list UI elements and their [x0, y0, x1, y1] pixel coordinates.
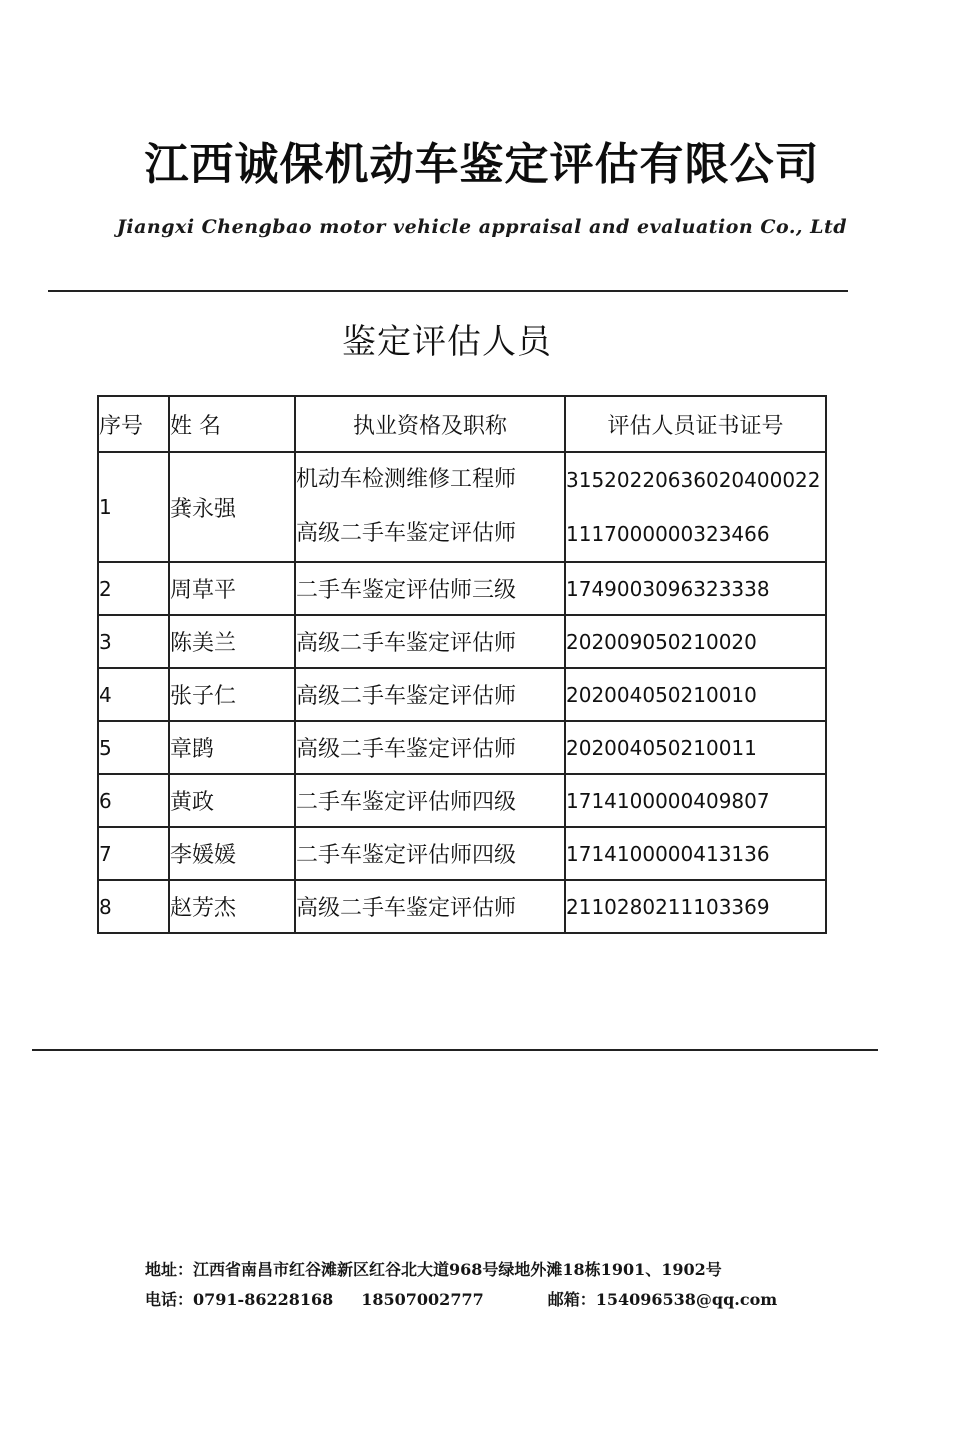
section-title: 鉴定评估人员: [342, 322, 552, 362]
certificate-cell: 1714100000413136: [565, 827, 826, 880]
certificate-cell: 202009050210020: [565, 615, 826, 668]
certificate-cell: 202004050210010: [565, 668, 826, 721]
table-row: [98, 562, 826, 615]
certificate-line: 1117000000323466: [566, 522, 770, 546]
table-header-row: [98, 396, 826, 452]
table-row: [98, 827, 826, 880]
header-qualification: 执业资格及职称: [295, 396, 565, 452]
address-line: [145, 1255, 905, 1285]
serial-cell: 1: [98, 452, 169, 562]
qualification-cell: 高级二手车鉴定评估师: [295, 721, 565, 774]
header-serial: 序号: [98, 396, 169, 452]
address-label: 地址：: [145, 1260, 194, 1279]
qualification-cell: [295, 452, 565, 562]
qualification-cell: 高级二手车鉴定评估师: [295, 668, 565, 721]
table-row: [98, 880, 826, 933]
footer-divider: [32, 1049, 878, 1051]
qualification-cell: 高级二手车鉴定评估师: [295, 615, 565, 668]
table-row: [98, 452, 826, 562]
company-name-en: Jiangxi Chengbao motor vehicle appraisal and evaluation Co., Ltd: [116, 216, 848, 238]
email-address: 154096538@qq.com: [595, 1290, 778, 1309]
certificate-cell: 2110280211103369: [565, 880, 826, 933]
name-cell: 龚永强: [169, 452, 295, 562]
serial-cell: 4: [98, 668, 169, 721]
contact-line: [145, 1285, 905, 1315]
table-row: [98, 668, 826, 721]
name-cell: 章鹍: [169, 721, 295, 774]
header-certificate: 评估人员证书证号: [565, 396, 826, 452]
qualification-cell: 二手车鉴定评估师三级: [295, 562, 565, 615]
qualification-cell: 高级二手车鉴定评估师: [295, 880, 565, 933]
name-cell: 陈美兰: [169, 615, 295, 668]
appraiser-table: [97, 395, 827, 934]
serial-cell: 3: [98, 615, 169, 668]
name-cell: 张子仁: [169, 668, 295, 721]
table-row: [98, 774, 826, 827]
company-name-cn: 江西诚保机动车鉴定评估有限公司: [144, 139, 820, 190]
serial-cell: 8: [98, 880, 169, 933]
qualification-line: 机动车检测维修工程师: [296, 467, 517, 492]
name-cell: 黄政: [169, 774, 295, 827]
serial-cell: 7: [98, 827, 169, 880]
certificate-cell: 1714100000409807: [565, 774, 826, 827]
address-text: 江西省南昌市红谷滩新区红谷北大道968号绿地外滩18栋1901、1902号: [193, 1260, 722, 1279]
table-row: [98, 615, 826, 668]
phone-number-mobile: 18507002777: [361, 1290, 484, 1309]
name-cell: 周草平: [169, 562, 295, 615]
table-row: [98, 721, 826, 774]
phone-number-landline: 0791-86228168: [193, 1290, 334, 1309]
certificate-cell: 202004050210011: [565, 721, 826, 774]
footer-contact: [145, 1255, 905, 1315]
name-cell: 赵芳杰: [169, 880, 295, 933]
name-cell: 李媛媛: [169, 827, 295, 880]
email-label: 邮箱：: [547, 1290, 596, 1309]
certificate-cell: 1749003096323338: [565, 562, 826, 615]
qualification-cell: 二手车鉴定评估师四级: [295, 827, 565, 880]
qualification-line: 高级二手车鉴定评估师: [296, 521, 517, 546]
certificate-line: 31520220636020400022: [566, 468, 821, 492]
qualification-cell: 二手车鉴定评估师四级: [295, 774, 565, 827]
serial-cell: 6: [98, 774, 169, 827]
header-name: 姓 名: [169, 396, 295, 452]
header-divider: [48, 290, 848, 292]
serial-cell: 5: [98, 721, 169, 774]
serial-cell: 2: [98, 562, 169, 615]
phone-label: 电话：: [145, 1290, 194, 1309]
certificate-cell: [565, 452, 826, 562]
